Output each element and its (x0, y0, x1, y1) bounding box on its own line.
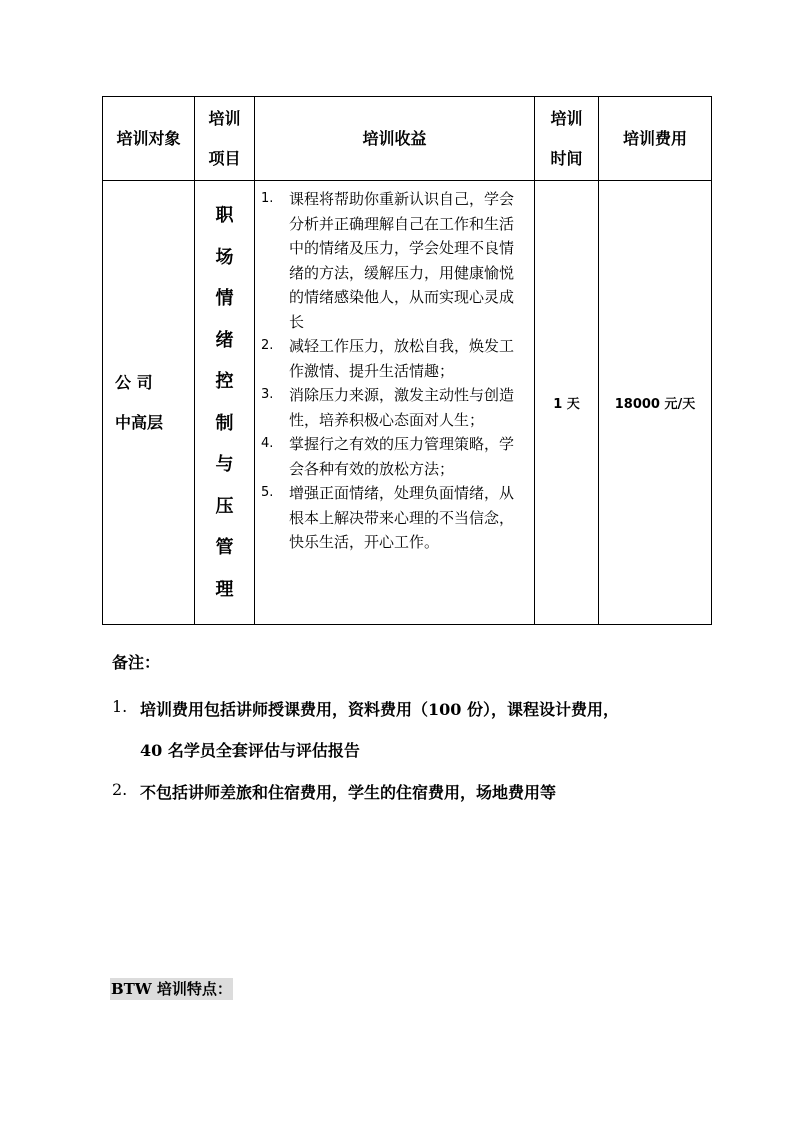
table-row (103, 181, 712, 625)
note-item-2 (112, 780, 557, 803)
note-number: 2. (112, 780, 128, 799)
cell-fee: 18000 元/天 (599, 181, 712, 625)
header-benefit: 培训收益 (255, 97, 535, 181)
note-text: 40 名学员全套评估与评估报告 (140, 741, 360, 760)
note-number: 1. (112, 697, 128, 716)
cell-project: 职 场 情 绪 控 制 与 压 管 理 (195, 181, 255, 625)
note-item-1-continued (140, 738, 360, 761)
list-item: 1. 课程将帮助你重新认识自己，学会分析并正确理解自己在工作和生活中的情绪及压力，学会处理不良情绪的方法，缓解压力，用健康愉悦的情绪感染他人，从而实现心灵成长 (261, 190, 515, 331)
note-text: 培训费用包括讲师授课费用，资料费用（100 份），课程设计费用， (140, 700, 619, 719)
cell-target: 公 司 中高层 (103, 181, 195, 625)
header-fee: 培训费用 (599, 97, 712, 181)
notes-title: 备注： (112, 653, 161, 672)
header-target: 培训对象 (103, 97, 195, 181)
training-table (102, 96, 712, 625)
list-item: 3. 消除压力来源，激发主动性与创造性，培养积极心态面对人生； (261, 386, 515, 429)
note-text: 不包括讲师差旅和住宿费用，学生的住宿费用，场地费用等 (140, 783, 557, 802)
benefit-list (255, 187, 528, 555)
note-item-1 (112, 697, 619, 720)
list-item: 2. 减轻工作压力，放松自我，焕发工作激情、提升生活情趣； (261, 337, 515, 380)
table-header-row (103, 97, 712, 181)
features-heading: BTW 培训特点： (111, 980, 232, 998)
cell-benefit (255, 181, 535, 625)
cell-time: 1 天 (535, 181, 599, 625)
list-item: 5. 增强正面情绪，处理负面情绪，从根本上解决带来心理的不当信念，快乐生活，开心工作。 (261, 484, 515, 551)
list-item: 4. 掌握行之有效的压力管理策略，学会各种有效的放松方法； (261, 435, 515, 478)
header-project: 培训 项目 (195, 97, 255, 181)
header-time: 培训 时间 (535, 97, 599, 181)
